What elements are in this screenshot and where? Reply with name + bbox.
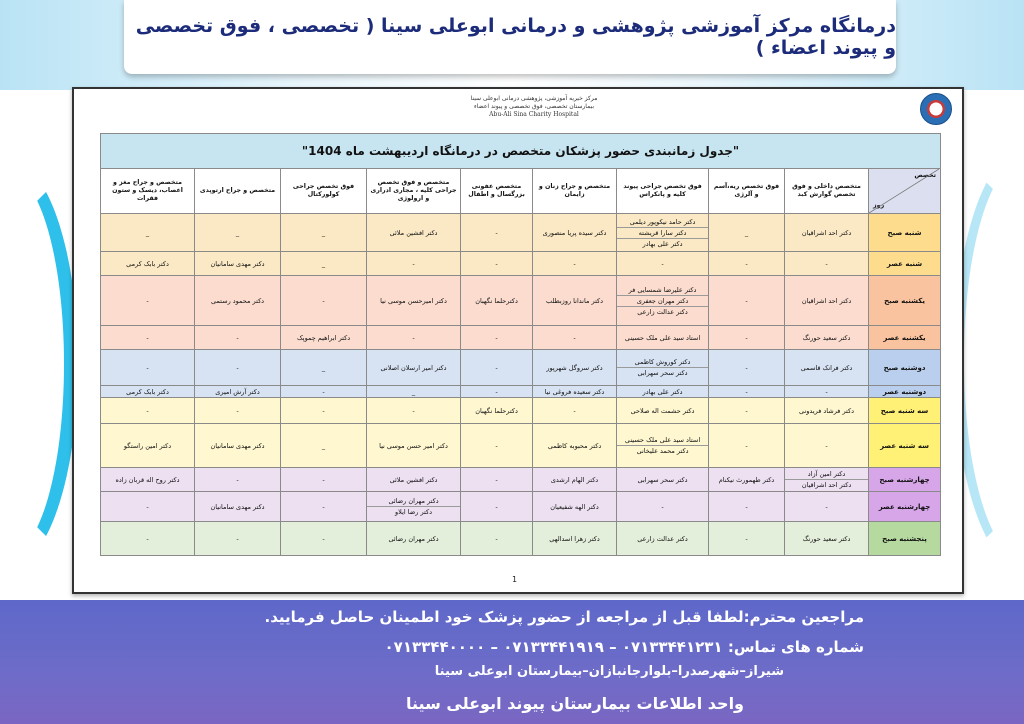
doctor-cell: -: [709, 276, 785, 326]
column-header: متخصص و فوق تخصص جراحی کلیه ، مجاری ادراری و ارولوژی: [367, 169, 461, 214]
doctor-cell: -: [101, 522, 195, 556]
doctor-name: دکتر علیرضا شمسایی فر: [628, 285, 697, 294]
doctor-cell: دکتر طهمورث نیکنام: [709, 468, 785, 492]
hospital-header-line-1: مرکز خیریه آموزشی، پژوهشی درمانی ابوعلی سینا: [470, 95, 598, 102]
doctor-name: دکتر سحر سهرابی: [617, 367, 708, 378]
doctor-cell: -: [461, 214, 533, 252]
doctor-cell: دکتر امیر حسن موسی نیا: [367, 424, 461, 468]
day-label: چهارشنبه صبح: [869, 468, 941, 492]
footer-address: شیراز–شهرصدرا–بلوارجانبازان–بیمارستان ابوعلی سینا: [434, 664, 784, 679]
doctor-cell: -: [709, 386, 785, 398]
doctor-cell: -: [101, 398, 195, 424]
doctor-cell: -: [195, 468, 281, 492]
doctor-cell: -: [281, 386, 367, 398]
doctor-cell: دکتر فرشاد فریدونی: [785, 398, 869, 424]
day-label: دوشنبه عصر: [869, 386, 941, 398]
doctor-cell: دکتر سعید حورنگ: [785, 326, 869, 350]
doctor-cell: -: [281, 276, 367, 326]
left-decorative-swoosh: [0, 160, 78, 568]
hospital-logo-icon: [920, 93, 952, 125]
doctor-cell: -: [281, 522, 367, 556]
doctor-name: دکتر حامد نیکوپور دیلمی: [629, 217, 696, 226]
doctor-cell: دکتر الهام ارشدی: [533, 468, 617, 492]
doctor-cell: _: [195, 214, 281, 252]
doctor-cell: دکتر احد اشراقیان: [785, 276, 869, 326]
doctor-cell: -: [709, 398, 785, 424]
doctor-cell: -: [709, 522, 785, 556]
doctor-cell: دکترحلما نگهبان: [461, 398, 533, 424]
doctor-cell: دکتر بابک کرمی: [101, 252, 195, 276]
doctor-cell: -: [101, 326, 195, 350]
doctor-cell: -: [281, 398, 367, 424]
table-title: "جدول زمانبندی حضور پزشکان متخصص در درمانگاه اردیبهشت ماه 1404": [101, 134, 941, 169]
doctor-cell: دکتر مهدی سامانیان: [195, 424, 281, 468]
doctor-name: دکتر عدالت زارعی: [617, 306, 708, 317]
corner-specialty-label: تخصص: [914, 172, 937, 179]
doctor-cell: دکتر افشین ملائی: [367, 468, 461, 492]
doctor-cell: -: [101, 276, 195, 326]
hospital-header-line-3: Abu-Ali Sina Charity Hospital: [489, 111, 579, 118]
doctor-cell: [617, 350, 709, 386]
doctor-cell: -: [709, 252, 785, 276]
column-header: فوق تخصص جراحی کولورکتال: [281, 169, 367, 214]
doctor-cell: [617, 424, 709, 468]
doctor-cell: دکتر زهرا اسدالهی: [533, 522, 617, 556]
doctor-cell: -: [461, 424, 533, 468]
doctor-cell: دکتر سیده پریا منصوری: [533, 214, 617, 252]
schedule-row: [101, 276, 941, 326]
day-label: شنبه صبح: [869, 214, 941, 252]
day-label: یکشنبه عصر: [869, 326, 941, 350]
doctor-cell: دکتر سروگل شهرپور: [533, 350, 617, 386]
doctor-cell: _: [367, 386, 461, 398]
doctor-cell: دکتر محبوبه کاظمی: [533, 424, 617, 468]
schedule-row: [101, 398, 941, 424]
footer-unit: واحد اطلاعات بیمارستان پیوند ابوعلی سینا: [406, 694, 744, 713]
schedule-row: [101, 350, 941, 386]
doctor-cell: -: [461, 350, 533, 386]
doctor-cell: استاد سید علی ملک حسینی: [617, 326, 709, 350]
doctor-cell: -: [709, 350, 785, 386]
doctor-cell: دکتر امین راستگو: [101, 424, 195, 468]
day-label: سه شنبه عصر: [869, 424, 941, 468]
doctor-cell: -: [617, 492, 709, 522]
doctor-cell: دکتر امیر ارسلان اصلانی: [367, 350, 461, 386]
doctor-cell: -: [461, 468, 533, 492]
doctor-name: استاد سید علی ملک حسینی: [624, 436, 701, 444]
doctor-cell: دکتر مهدی سامانیان: [195, 252, 281, 276]
corner-day-label: روز: [873, 202, 885, 209]
doctor-cell: -: [461, 386, 533, 398]
schedule-row: [101, 252, 941, 276]
footer-panel: [0, 600, 1024, 724]
doctor-cell: -: [367, 398, 461, 424]
doctor-cell: دکتر مهدی سامانیان: [195, 492, 281, 522]
doctor-cell: -: [461, 252, 533, 276]
doctor-cell: دکتر فرانک قاسمی: [785, 350, 869, 386]
doctor-cell: دکتر الهه شفیعیان: [533, 492, 617, 522]
doctor-name: دکتر مهران جعفری: [617, 295, 708, 306]
doctor-cell: -: [195, 350, 281, 386]
doctor-cell: [785, 468, 869, 492]
doctor-cell: -: [195, 398, 281, 424]
doctor-cell: -: [281, 468, 367, 492]
doctor-cell: دکتر آرش امیری: [195, 386, 281, 398]
doctor-cell: _: [281, 350, 367, 386]
doctor-cell: دکتر سحر سهرابی: [617, 468, 709, 492]
day-label: پنجشنبه صبح: [869, 522, 941, 556]
doctor-cell: -: [367, 326, 461, 350]
schedule-row: [101, 468, 941, 492]
doctor-cell: دکتر روح اله قربان زاده: [101, 468, 195, 492]
doctor-cell: دکتر عدالت زارعی: [617, 522, 709, 556]
doctor-cell: -: [195, 326, 281, 350]
doctor-cell: دکتر امیرحسن موسی نیا: [367, 276, 461, 326]
column-header: متخصص داخلی و فوق تخصص گوارش کبد: [785, 169, 869, 214]
schedule-row: [101, 424, 941, 468]
doctor-cell: -: [195, 522, 281, 556]
doctor-cell: دکتر مهران رضائی: [367, 522, 461, 556]
clinic-title: درمانگاه مرکز آموزشی پژوهشی و درمانی ابوعلی سینا ( تخصصی ، فوق تخصصی و پیوند اعضاء ): [135, 15, 896, 59]
doctor-name: دکتر سارا قریشته: [617, 227, 708, 238]
doctor-cell: -: [617, 252, 709, 276]
corner-diagonal-line: [869, 169, 939, 213]
doctor-name: دکتر مهران رضائی: [388, 497, 439, 505]
doctor-cell: -: [101, 350, 195, 386]
doctor-name: دکتر محمد علیخانی: [617, 445, 708, 456]
day-label: شنبه عصر: [869, 252, 941, 276]
doctor-name: دکتر رضا ایلاو: [367, 506, 460, 517]
clinic-title-banner: [124, 0, 896, 74]
schedule-table: [100, 133, 941, 556]
column-header: متخصص و جراح ارتوپدی: [195, 169, 281, 214]
doctor-name: دکتر امین آزاد: [807, 470, 846, 478]
right-decorative-swoosh: [954, 150, 1024, 570]
doctor-cell: دکتر ماندانا روزبطلب: [533, 276, 617, 326]
doctor-cell: _: [281, 252, 367, 276]
column-header: فوق تخصص جراحی پیوند کلیه و پانکراس: [617, 169, 709, 214]
doctor-cell: دکتر حشمت اله صلاحی: [617, 398, 709, 424]
schedule-row: [101, 326, 941, 350]
doctor-cell: -: [367, 252, 461, 276]
doctor-cell: -: [785, 424, 869, 468]
day-label: یکشنبه صبح: [869, 276, 941, 326]
hospital-header: [434, 95, 634, 119]
schedule-document: [72, 87, 964, 594]
doctor-cell: دکتر احد اشراقیان: [785, 214, 869, 252]
doctor-name: دکتر احد اشراقیان: [785, 479, 868, 490]
doctor-name: دکتر علی بهادر: [617, 238, 708, 249]
doctor-cell: دکتر سعید حورنگ: [785, 522, 869, 556]
doctor-cell: دکتر محمود رستمی: [195, 276, 281, 326]
doctor-cell: -: [281, 492, 367, 522]
doctor-name: دکتر کوروش کاظمی: [634, 358, 691, 366]
doctor-cell: -: [785, 386, 869, 398]
doctor-cell: -: [461, 522, 533, 556]
column-header: متخصص و جراح مغز و اعصاب، دیسک و ستون فقرات: [101, 169, 195, 214]
page-number: 1: [512, 575, 518, 584]
doctor-cell: دکتر علی بهادر: [617, 386, 709, 398]
doctor-cell: -: [533, 398, 617, 424]
schedule-row: [101, 522, 941, 556]
doctor-cell: -: [533, 252, 617, 276]
doctor-cell: _: [281, 214, 367, 252]
doctor-cell: -: [709, 326, 785, 350]
doctor-cell: دکتر بابک کرمی: [101, 386, 195, 398]
doctor-cell: -: [785, 252, 869, 276]
doctor-cell: دکترحلما نگهبان: [461, 276, 533, 326]
day-label: دوشنبه صبح: [869, 350, 941, 386]
doctor-cell: _: [101, 214, 195, 252]
column-header: متخصص عفونی بزرگسال و اطفال: [461, 169, 533, 214]
column-header: متخصص و جراح زنان و زایمان: [533, 169, 617, 214]
day-label: چهارشنبه عصر: [869, 492, 941, 522]
doctor-cell: -: [461, 492, 533, 522]
hospital-header-line-2: بیمارستان تخصصی، فوق تخصصی و پیوند اعضاء: [473, 103, 595, 110]
footer-phones: شماره های تماس: ۰۷۱۳۳۴۴۱۲۳۱ – ۰۷۱۳۳۴۴۱۹۱۹ – ۰۷۱۳۳۴۴۰۰۰۰: [384, 638, 864, 656]
day-label: سه شنبه صبح: [869, 398, 941, 424]
corner-header: [869, 169, 941, 214]
doctor-cell: [617, 276, 709, 326]
schedule-row: [101, 492, 941, 522]
doctor-cell: [617, 214, 709, 252]
doctor-cell: -: [101, 492, 195, 522]
doctor-cell: دکتر ابراهیم چموپک: [281, 326, 367, 350]
doctor-cell: -: [461, 326, 533, 350]
doctor-cell: -: [533, 326, 617, 350]
doctor-cell: _: [709, 214, 785, 252]
doctor-cell: دکتر سعیده فروغی نیا: [533, 386, 617, 398]
doctor-cell: _: [281, 424, 367, 468]
schedule-row: [101, 214, 941, 252]
footer-notice: مراجعین محترم:لطفا قبل از مراجعه از حضور پزشک خود اطمینان حاصل فرمایید.: [264, 608, 864, 626]
schedule-row: [101, 386, 941, 398]
doctor-cell: -: [785, 492, 869, 522]
doctor-cell: -: [709, 492, 785, 522]
doctor-cell: -: [709, 424, 785, 468]
column-header: فوق تخصص ریه،آسم و آلرژی: [709, 169, 785, 214]
doctor-cell: [367, 492, 461, 522]
doctor-cell: دکتر افشین ملائی: [367, 214, 461, 252]
